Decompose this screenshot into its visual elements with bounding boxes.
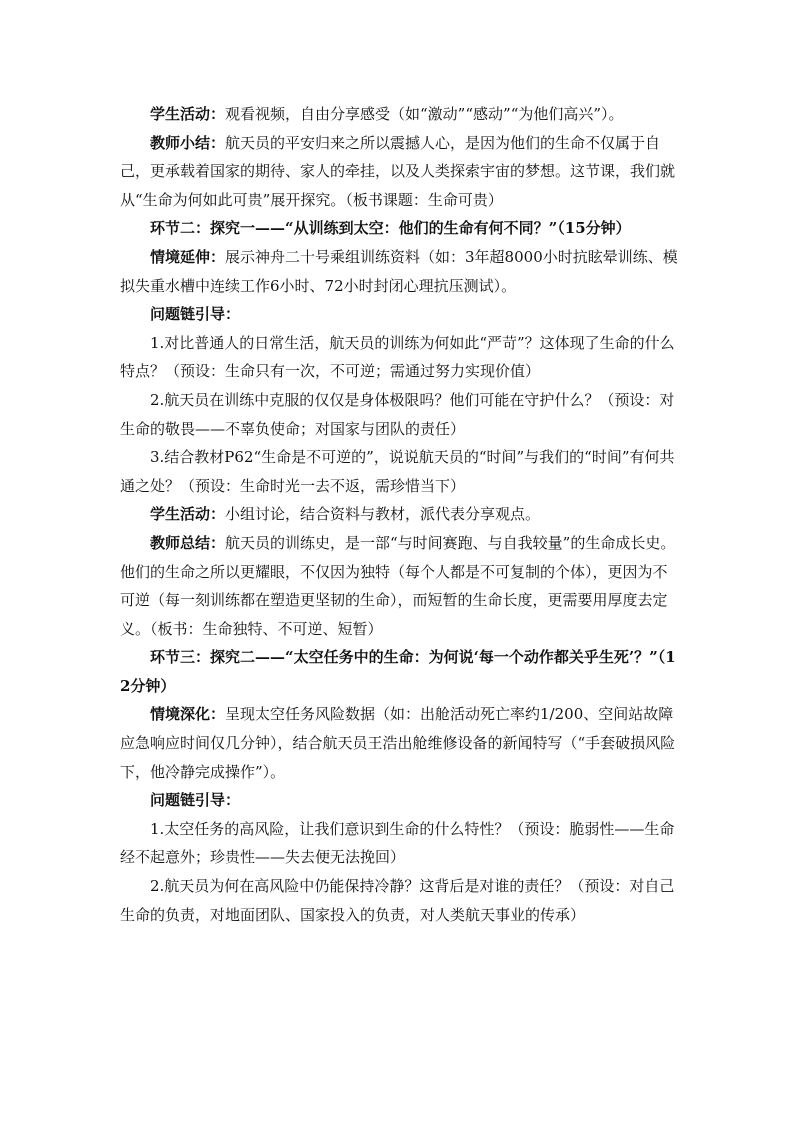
paragraph-scenario-extension: [120, 243, 680, 300]
paragraph-question-chain-2: [120, 786, 680, 815]
question-item: 2.航天员为何在高风险中仍能保持冷静？这背后是对谁的责任？（预设：对自己生命的负责，对地面团队、国家投入的负责，对人类航天事业的传承）: [120, 877, 675, 924]
paragraph-text: 展示神舟二十号乘组训练资料（如：3年超8000小时抗眩晕训练、模拟失重水槽中连续工作6小时、72小时封闭心理抗压测试）。: [120, 247, 678, 295]
paragraph-text: 航天员的平安归来之所以震撼人心，是因为他们的生命不仅属于自己，更承载着国家的期待、家人的牵挂，以及人类探索宇宙的梦想。这节课，我们就从“生命为何如此可贵”展开探究。（板书课题：生命可贵）: [120, 133, 676, 209]
paragraph-label: 情境深化：: [150, 705, 226, 724]
question-item: 3.结合教材P62“生命是不可逆的”，说说航天员的“时间”与我们的“时间”有何共通之处？（预设：生命时光一去不返，需珍惜当下）: [120, 448, 675, 495]
paragraph-text: 呈现太空任务风险数据（如：出舱活动死亡率约1/200、空间站故障应急响应时间仅几分钟），结合航天员王浩出舱维修设备的新闻特写（“手套破损风险下，他冷静完成操作”）。: [120, 705, 676, 781]
paragraph-scenario-deepening: [120, 700, 680, 786]
paragraph-label: 教师小结：: [150, 133, 226, 152]
paragraph-student-activity-1: [120, 100, 680, 129]
paragraph-text: 小组讨论，结合资料与教材，派代表分享观点。: [225, 505, 541, 524]
section-heading-2: 环节二：探究一——“从训练到太空：他们的生命有何不同？”（15分钟）: [150, 219, 631, 238]
paragraph-teacher-summary-2: [120, 529, 680, 643]
paragraph-label: 问题链引导：: [150, 305, 241, 324]
paragraph-text: 航天员的训练史，是一部“与时间赛跑、与自我较量”的生命成长史。他们的生命之所以更耀眼，不仅因为独特（每个人都是不可复制的个体），更因为不可逆（每一刻训练都在塑造更坚韧的生命），而短暂的生命长度，更需要用厚度去定义。（板书：生命独特、不可逆、短暂）: [120, 533, 676, 638]
paragraph-text: 观看视频，自由分享感受（如“激动”“感动”“为他们高兴”）。: [225, 105, 624, 123]
paragraph-label: 学生活动：: [150, 105, 226, 123]
paragraph-question-chain-1: [120, 300, 680, 329]
question-item: 2.航天员在训练中克服的仅仅是身体极限吗？他们可能在守护什么？（预设：对生命的敬畏——不辜负使命；对国家与团队的责任）: [120, 390, 675, 438]
paragraph-label: 问题链引导：: [150, 791, 241, 810]
paragraph-label: 情境延伸：: [150, 247, 226, 266]
paragraph-teacher-summary-1: [120, 129, 680, 215]
question-item: 1.太空任务的高风险，让我们意识到生命的什么特性？（预设：脆弱性——生命经不起意外；珍贵性——失去便无法挽回）: [120, 819, 675, 867]
section-heading-3: 环节三：探究二——“太空任务中的生命：为何说‘每一个动作都关乎生死’？”（12分钟）: [120, 648, 676, 695]
document-body: [120, 100, 680, 929]
paragraph-student-activity-2: [120, 500, 680, 529]
paragraph-label: 教师总结：: [150, 533, 226, 552]
paragraph-label: 学生活动：: [150, 505, 226, 524]
question-item: 1.对比普通人的日常生活，航天员的训练为何如此“严苛”？这体现了生命的什么特点？（预设：生命只有一次，不可逆；需通过努力实现价值）: [120, 333, 675, 381]
